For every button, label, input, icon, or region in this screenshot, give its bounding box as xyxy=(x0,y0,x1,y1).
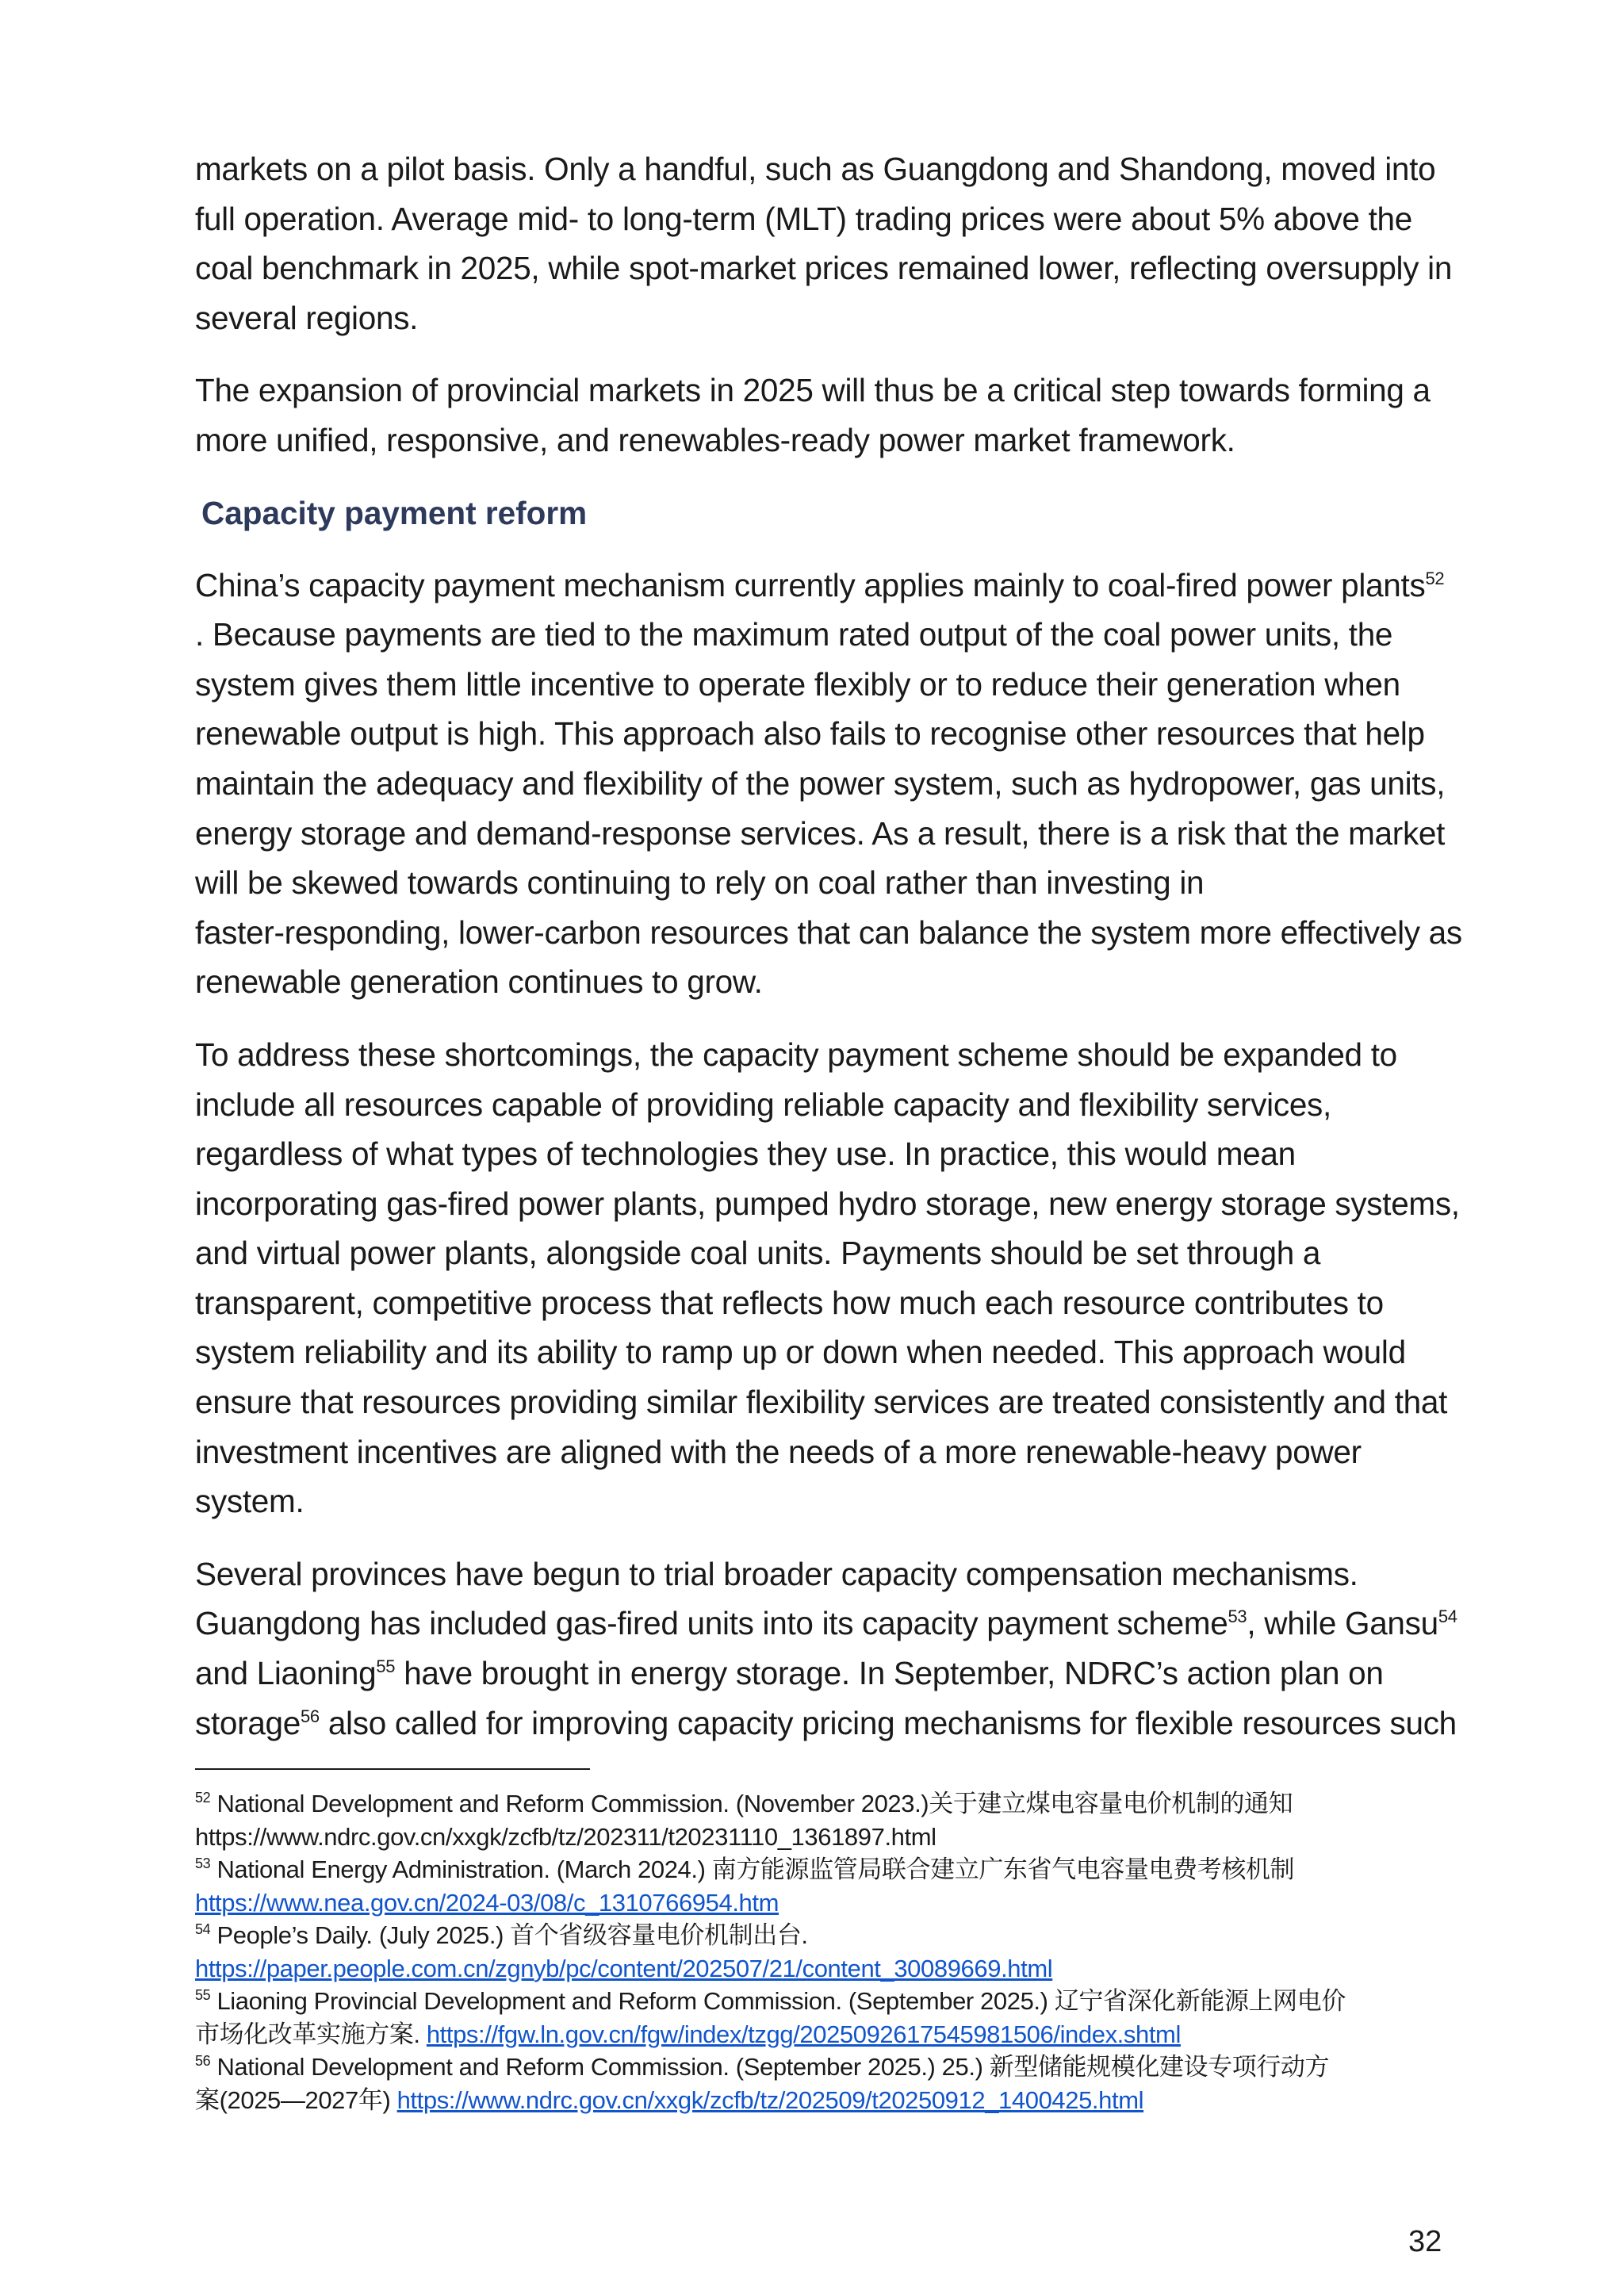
text-span: have brought in energy storage. In September, NDRC’s action plan on xyxy=(395,1655,1384,1692)
footnote-54-line2 xyxy=(195,1952,1440,1986)
text-line: investment incentives are aligned with the needs of a more renewable-heavy power xyxy=(195,1433,1362,1470)
text-line: . Because payments are tied to the maximum rated output of the coal power units, the xyxy=(195,616,1393,653)
text-line: Several provinces have begun to trial broader capacity compensation mechanisms. xyxy=(195,1555,1358,1592)
footnote-ref-52[interactable]: 52 xyxy=(1425,568,1445,588)
footnote-56-link[interactable]: https://www.ndrc.gov.cn/xxgk/zcfb/tz/202509/t20250912_1400425.html xyxy=(396,2085,1144,2114)
footnote-number: 55 xyxy=(195,1987,211,2003)
page-number: 32 xyxy=(1408,2225,1442,2258)
footnote-text: 案(2025—2027年) xyxy=(195,2085,397,2114)
footnote-number: 56 xyxy=(195,2053,211,2069)
footnote-54 xyxy=(195,1919,1440,1952)
text-line: The expansion of provincial markets in 2025 will thus be a critical step towards forming a xyxy=(195,372,1431,409)
footnote-55-line2 xyxy=(195,2018,1440,2051)
footnote-text: National Development and Reform Commission. (September 2025.) 25.) 新型储能规模化建设专项行动方 xyxy=(210,2053,1330,2081)
footnote-number: 52 xyxy=(195,1790,211,1806)
footnote-52-url: https://www.ndrc.gov.cn/xxgk/zcfb/tz/202311/t20231110_1361897.html xyxy=(195,1822,936,1851)
text-line: energy storage and demand-response services. As a result, there is a risk that the market xyxy=(195,814,1446,852)
text-line: renewable output is high. This approach also fails to recognise other resources that help xyxy=(195,715,1425,753)
text-span: China’s capacity payment mechanism currently applies mainly to coal-fired power plants xyxy=(195,566,1426,603)
text-line xyxy=(195,561,1445,611)
body-text xyxy=(195,144,1462,1771)
footnote-52 xyxy=(195,1787,1440,1821)
text-line: markets on a pilot basis. Only a handful, such as Guangdong and Shandong, moved into xyxy=(195,151,1436,187)
text-span: and Liaoning xyxy=(195,1655,377,1692)
paragraph-provincial-trials xyxy=(195,1549,1457,1748)
footnote-text: 市场化改革实施方案. xyxy=(195,2020,427,2048)
footnote-number: 53 xyxy=(195,1855,211,1871)
footnote-55-link[interactable]: https://fgw.ln.gov.cn/fgw/index/tzgg/2025092617545981506/index.shtml xyxy=(426,2020,1181,2048)
text-line: maintain the adequacy and flexibility of the power system, such as hydropower, gas units, xyxy=(195,764,1446,802)
section-heading: Capacity payment reform xyxy=(201,494,588,531)
paragraph-shortcomings xyxy=(195,1030,1460,1526)
text-line: will be skewed towards continuing to rely on coal rather than investing in xyxy=(195,864,1205,902)
footnote-56-line2 xyxy=(195,2084,1440,2117)
footnotes xyxy=(195,1787,1440,2116)
footnote-54-link[interactable]: https://paper.people.com.cn/zgnyb/pc/content/202507/21/content_30089669.html xyxy=(195,1954,1053,1982)
text-span: also called for improving capacity pricing mechanisms for flexible resources such xyxy=(319,1704,1457,1741)
text-line: full operation. Average mid- to long-term (MLT) trading prices were about 5% above the xyxy=(195,200,1412,237)
footnote-text: National Energy Administration. (March 2024.) 南方能源监管局联合建立广东省气电容量电费考核机制 xyxy=(210,1855,1295,1883)
text-line: system. xyxy=(195,1483,304,1520)
text-line: and virtual power plants, alongside coal units. Payments should be set through a xyxy=(195,1235,1321,1272)
text-line: To address these shortcomings, the capacity payment scheme should be expanded to xyxy=(195,1036,1397,1073)
text-line: system gives them little incentive to operate flexibly or to reduce their generation when xyxy=(195,665,1400,703)
text-span: Guangdong has included gas-fired units into its capacity payment scheme xyxy=(195,1605,1228,1642)
footnote-ref-56[interactable]: 56 xyxy=(301,1706,320,1726)
text-line: several regions. xyxy=(195,299,419,336)
text-line: renewable generation continues to grow. xyxy=(195,963,763,1001)
footnote-56 xyxy=(195,2051,1440,2084)
footnote-55 xyxy=(195,1985,1440,2018)
footnote-ref-55[interactable]: 55 xyxy=(376,1656,396,1677)
footnote-text: Liaoning Provincial Development and Reform Commission. (September 2025.) 辽宁省深化新能源上网电价 xyxy=(210,1987,1346,2015)
footnote-ref-53[interactable]: 53 xyxy=(1228,1607,1247,1627)
text-line xyxy=(195,1599,1457,1649)
footnote-53-line2 xyxy=(195,1886,1440,1920)
text-line xyxy=(195,1649,1440,1698)
footnote-text: National Development and Reform Commission. (November 2023.)关于建立煤电容量电价机制的通知 xyxy=(210,1790,1293,1817)
footnote-number: 54 xyxy=(195,1921,211,1937)
footnote-53-link[interactable]: https://www.nea.gov.cn/2024-03/08/c_1310766954.htm xyxy=(195,1888,779,1917)
paragraph-market-pilot xyxy=(195,144,1453,343)
footnote-ref-54[interactable]: 54 xyxy=(1438,1607,1457,1627)
paragraph-capacity-mechanism xyxy=(195,561,1462,1007)
text-line: faster-responding, lower-carbon resources that can balance the system more effectively as xyxy=(195,913,1462,951)
text-line: include all resources capable of providing reliable capacity and flexibility services, xyxy=(195,1086,1331,1123)
text-line: coal benchmark in 2025, while spot-market prices remained lower, reflecting oversupply in xyxy=(195,250,1453,287)
text-line: transparent, competitive process that reflects how much each resource contributes to xyxy=(195,1284,1384,1321)
text-line xyxy=(195,1698,1457,1748)
text-span: storage xyxy=(195,1704,301,1741)
text-line: more unified, responsive, and renewables-ready power market framework. xyxy=(195,421,1235,458)
footnote-text: People’s Daily. (July 2025.) 首个省级容量电价机制出台. xyxy=(210,1921,808,1949)
text-span: , while Gansu xyxy=(1247,1605,1438,1642)
text-line: ensure that resources providing similar flexibility services are treated consistently and that xyxy=(195,1384,1448,1421)
text-line: regardless of what types of technologies they use. In practice, this would mean xyxy=(195,1136,1296,1173)
footnote-divider xyxy=(195,1768,590,1770)
paragraph-provincial-expansion xyxy=(195,366,1440,465)
text-line: system reliability and its ability to ramp up or down when needed. This approach would xyxy=(195,1334,1406,1371)
footnote-53 xyxy=(195,1853,1440,1886)
text-line: incorporating gas-fired power plants, pumped hydro storage, new energy storage systems, xyxy=(195,1185,1460,1222)
